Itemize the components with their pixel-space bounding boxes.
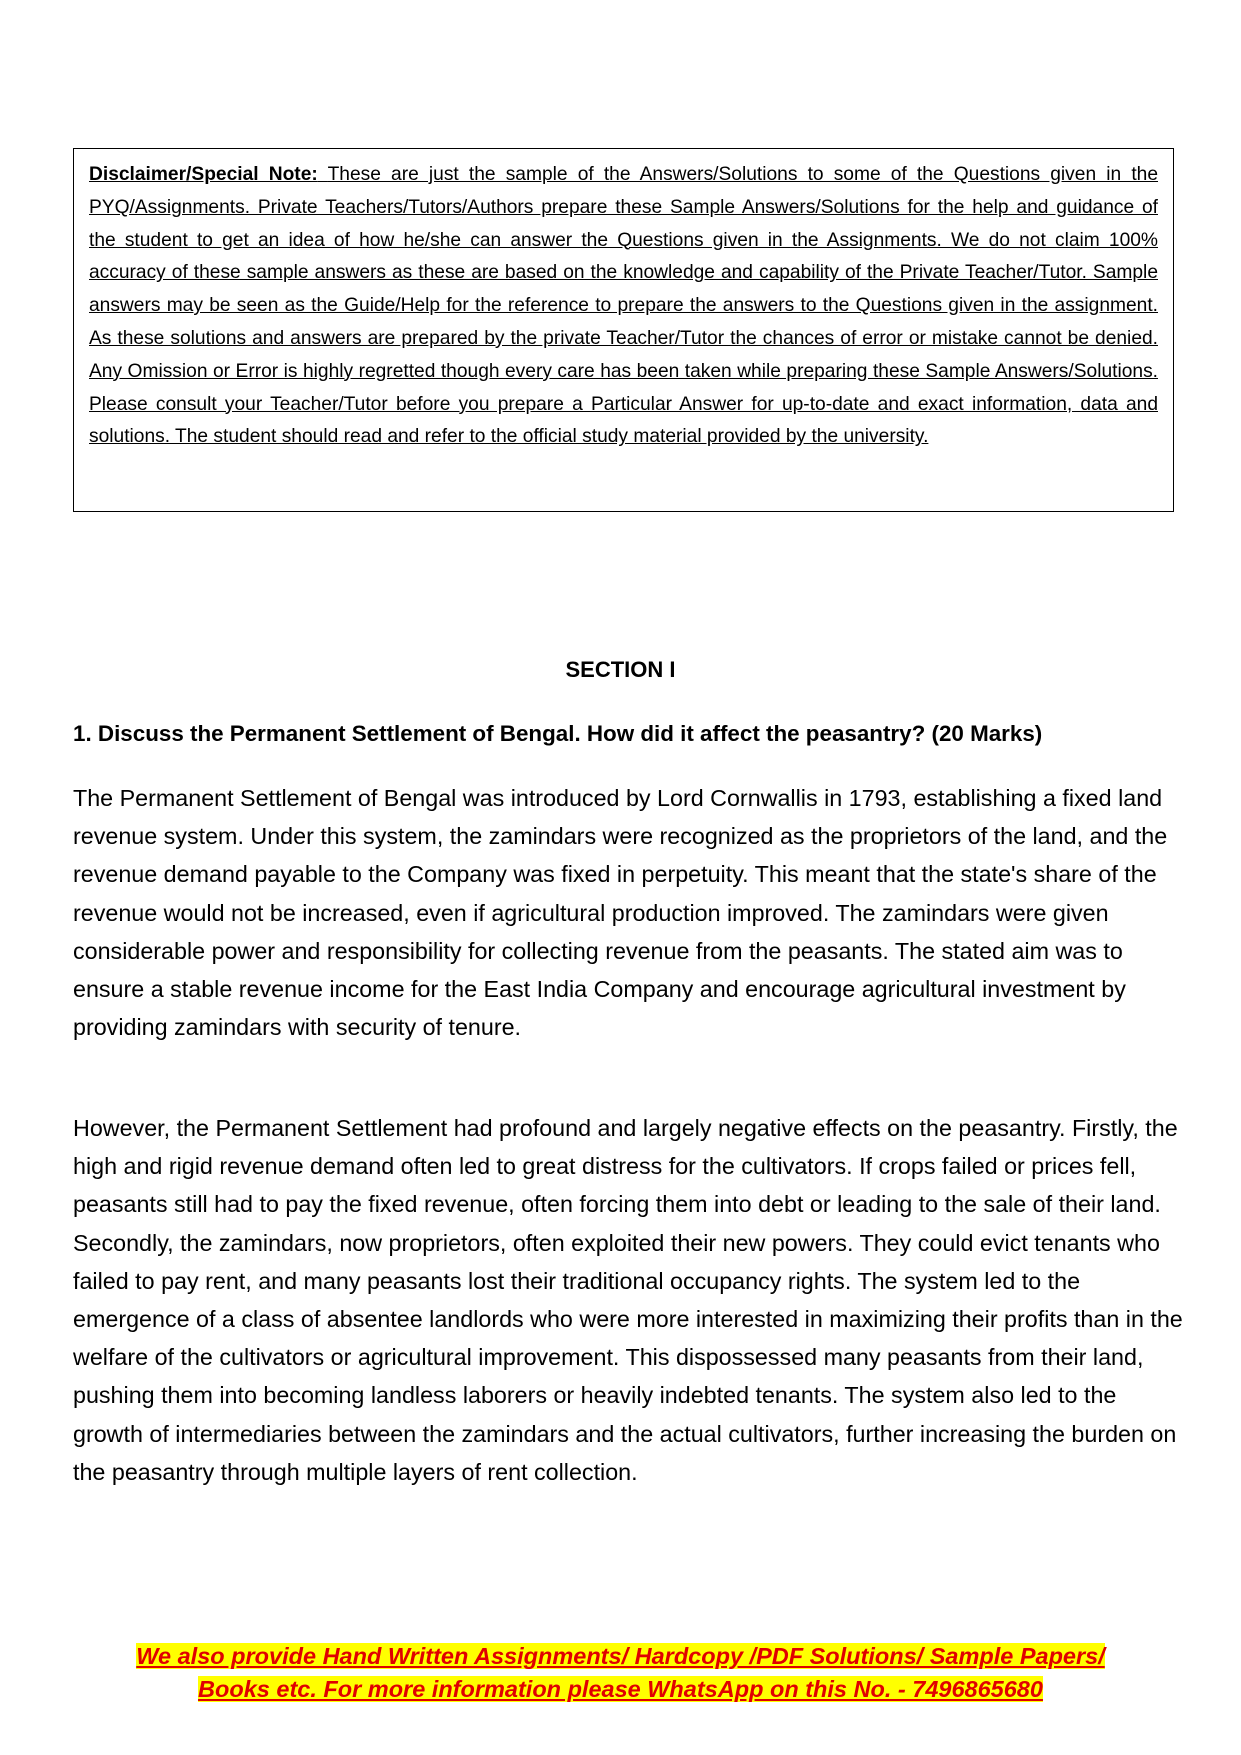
- disclaimer-text: These are just the sample of the Answers/Solutions to some of the Questions given in the PYQ/Assignments. Private Teachers/Tutors/Authors prepare these Sample Answers/Solutions for the help and guidance of the student to get an idea of how he/she can answer the Questions given in the Assignments. We do not claim 100% accuracy of these sample answers as these are based on the knowledge and capability of the Private Teacher/Tutor. Sample answers may be seen as the Guide/Help for the reference to prepare the answers to the Questions given in the assignment. As these solutions and answers are prepared by the private Teacher/Tutor the chances of error or mistake cannot be denied. Any Omission or Error is highly regretted though every care has been taken while preparing these Sample Answers/Solutions. Please consult your Teacher/Tutor before you prepare a Particular Answer for up-to-date and exact information, data and solutions. The student should read and refer to the official study material provided by the university.: [89, 164, 1159, 448]
- answer-paragraph-1: The Permanent Settlement of Bengal was introduced by Lord Cornwallis in 1793, establishing a fixed land revenue system. Under this system, the zamindars were recognized as the proprietors of the land, and the revenue demand payable to the Company was fixed in perpetuity. This meant that the state's share of the revenue would not be increased, even if agricultural production improved. The zamindars were given considerable power and responsibility for collecting revenue from the peasants. The stated aim was to ensure a stable revenue income for the East India Company and encourage agricultural investment by providing zamindars with security of tenure.: [73, 785, 1168, 1041]
- answer-paragraph-2: However, the Permanent Settlement had profound and largely negative effects on the peasantry. Firstly, the high and rigid revenue demand often led to great distress for the cultivators. If crops failed or prices fell, peasants still had to pay the fixed revenue, often forcing them into debt or leading to the sale of their land. Secondly, the zamindars, now proprietors, often exploited their new powers. They could evict tenants who failed to pay rent, and many peasants lost their traditional occupancy rights. The system led to the emergence of a class of absentee landlords who were more interested in maximizing their profits than in the welfare of the cultivators or agricultural improvement. This dispossessed many peasants from their land, pushing them into becoming landless laborers or heavily indebted tenants. The system also led to the growth of intermediaries between the zamindars and the actual cultivators, further increasing the burden on the peasantry through multiple layers of rent collection.: [73, 1115, 1183, 1485]
- promo-line-1: We also provide Hand Written Assignments/ Hardcopy /PDF Solutions/ Sample Papers/: [136, 1643, 1105, 1669]
- disclaimer-box: [73, 148, 1174, 512]
- section-title: SECTION I: [565, 657, 676, 682]
- promo-banner: [0, 1640, 1241, 1706]
- question-heading: 1. Discuss the Permanent Settlement of Bengal. How did it affect the peasantry? (20 Marks): [73, 721, 1043, 746]
- promo-line-2: Books etc. For more information please WhatsApp on this No. - 7496865680: [198, 1676, 1043, 1702]
- disclaimer-lead: Disclaimer/Special Note:: [89, 164, 318, 185]
